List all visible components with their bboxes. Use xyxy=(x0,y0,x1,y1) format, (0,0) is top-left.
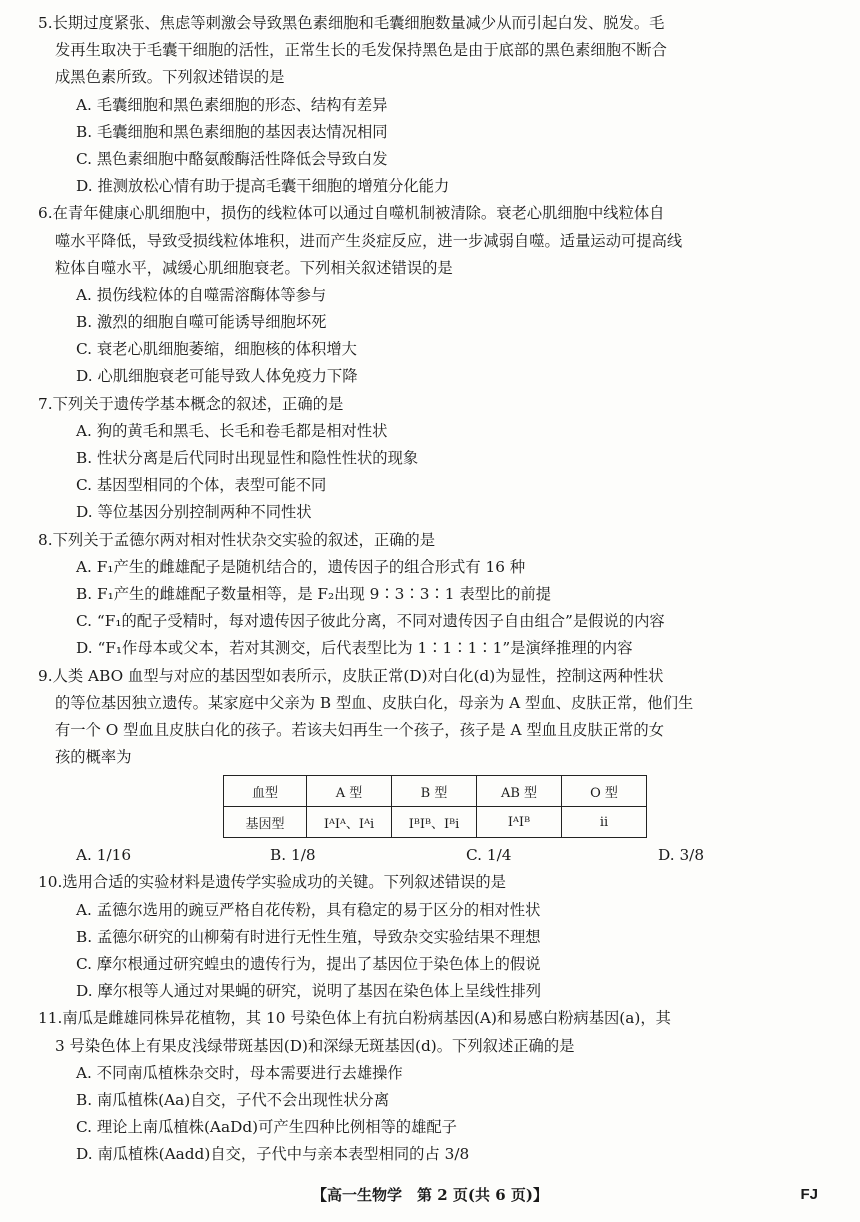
answer-option: A. 损伤线粒体的自噬需溶酶体等参与 xyxy=(76,285,327,304)
table-cell: B 型 xyxy=(392,776,477,807)
answer-option: C. “F₁的配子受精时，每对遗传因子彼此分离，不同对遗传因子自由组合”是假说的内容 xyxy=(76,612,665,631)
answer-option: B. 性状分离是后代同时出现显性和隐性性状的现象 xyxy=(76,449,419,467)
answer-option: D. 南瓜植株(Aadd)自交，子代中与亲本表型相同的占 3/8 xyxy=(76,1145,470,1164)
answer-option: C. 摩尔根通过研究蝗虫的遗传行为，提出了基因位于染色体上的假说 xyxy=(76,955,541,973)
question-list xyxy=(38,10,838,1169)
question-8 xyxy=(38,527,838,663)
stem-line: 9.人类 ABO 血型与对应的基因型如表所示，皮肤正常(D)对白化(d)为显性，控制这两种性状 xyxy=(38,666,664,685)
blood-type-table xyxy=(223,775,647,838)
table-cell: ii xyxy=(562,807,647,838)
question-stem xyxy=(38,200,838,282)
table-cell: 基因型 xyxy=(224,807,307,838)
answer-option: A. 狗的黄毛和黑毛、长毛和卷毛都是相对性状 xyxy=(76,421,388,440)
table-row xyxy=(224,807,647,838)
stem-line: 有一个 O 型血且皮肤白化的孩子。若该夫妇再生一个孩子，孩子是 A 型血且皮肤正常的女 xyxy=(55,720,665,739)
stem-line: 11.南瓜是雌雄同株异花植物，其 10 号染色体上有抗白粉病基因(A)和易感白粉病基因(a)，其 xyxy=(38,1009,671,1028)
page-footer xyxy=(0,1182,860,1208)
table-cell: AB 型 xyxy=(477,776,562,807)
stem-line: 7.下列关于遗传学基本概念的叙述，正确的是 xyxy=(38,394,344,413)
stem-line: 10.选用合适的实验材料是遗传学实验成功的关键。下列叙述错误的是 xyxy=(38,873,506,892)
stem-line: 6.在青年健康心肌细胞中，损伤的线粒体可以通过自噬机制被清除。衰老心肌细胞中线粒体自 xyxy=(38,204,665,223)
question-stem xyxy=(38,663,838,772)
answer-option: D. 摩尔根等人通过对果蝇的研究，说明了基因在染色体上呈线性排列 xyxy=(76,982,542,1001)
answer-option: A. 孟德尔选用的豌豆严格自花传粉，具有稳定的易于区分的相对性状 xyxy=(76,900,541,919)
table-header-row xyxy=(224,776,647,807)
answer-option: D. “F₁作母本或父本，若对其测交，后代表型比为 1∶1∶1∶1”是演绎推理的内容 xyxy=(76,639,633,658)
answer-option: A. F₁产生的雌雄配子是随机结合的，遗传因子的组合形式有 16 种 xyxy=(76,557,526,576)
answer-option: B. F₁产生的雌雄配子数量相等，是 F₂出现 9∶3∶3∶1 表型比的前提 xyxy=(76,584,552,603)
question-9 xyxy=(38,663,838,870)
question-6 xyxy=(38,200,838,390)
footer-page-info: 【高一生物学 第 2 页(共 6 页)】 xyxy=(312,1186,548,1204)
answer-option: B. 激烈的细胞自噬可能诱导细胞坏死 xyxy=(76,313,327,332)
answer-option: C. 衰老心肌细胞萎缩，细胞核的体积增大 xyxy=(76,340,357,359)
footer-code: FJ xyxy=(800,1186,818,1203)
answer-option: D. 推测放松心情有助于提高毛囊干细胞的增殖分化能力 xyxy=(76,177,450,196)
answer-option: B. 孟德尔研究的山柳菊有时进行无性生殖，导致杂交实验结果不理想 xyxy=(76,927,541,946)
table-cell: A 型 xyxy=(307,776,392,807)
answer-option: B. 南瓜植株(Aa)自交，子代不会出现性状分离 xyxy=(76,1090,390,1109)
answer-option: B. 毛囊细胞和黑色素细胞的基因表达情况相同 xyxy=(76,122,388,141)
question-5 xyxy=(38,10,838,200)
answer-option: C. 理论上南瓜植株(AaDd)可产生四种比例相等的雄配子 xyxy=(76,1118,457,1137)
answer-choices xyxy=(38,842,838,869)
stem-line: 发再生取决于毛囊干细胞的活性，正常生长的毛发保持黑色是由于底部的黑色素细胞不断合 xyxy=(55,41,667,60)
question-10 xyxy=(38,869,838,1005)
question-stem xyxy=(38,527,838,554)
table-cell: IᴬIᴮ xyxy=(477,807,562,838)
question-stem xyxy=(38,1005,838,1059)
question-stem xyxy=(38,391,838,418)
answer-option: D. 心肌细胞衰老可能导致人体免疫力下降 xyxy=(76,367,358,386)
stem-line: 成黑色素所致。下列叙述错误的是 xyxy=(55,68,285,87)
answer-choice: C. 1/4 xyxy=(466,846,512,865)
stem-line: 的等位基因独立遗传。某家庭中父亲为 B 型血、皮肤白化，母亲为 A 型血、皮肤正常，他们生 xyxy=(55,693,694,712)
answer-option: A. 毛囊细胞和黑色素细胞的形态、结构有差异 xyxy=(76,95,388,114)
table-cell: O 型 xyxy=(562,776,647,807)
stem-line: 3 号染色体上有果皮浅绿带斑基因(D)和深绿无斑基因(d)。下列叙述正确的是 xyxy=(55,1036,575,1055)
stem-line: 5.长期过度紧张、焦虑等刺激会导致黑色素细胞和毛囊细胞数量减少从而引起白发、脱发。毛 xyxy=(38,14,665,32)
table-cell: 血型 xyxy=(224,776,307,807)
answer-choice: A. 1/16 xyxy=(76,846,132,865)
answer-option: A. 不同南瓜植株杂交时，母本需要进行去雄操作 xyxy=(76,1063,403,1082)
answer-option: C. 基因型相同的个体，表型可能不同 xyxy=(76,476,327,495)
stem-line: 噬水平降低，导致受损线粒体堆积，进而产生炎症反应，进一步减弱自噬。适量运动可提高线 xyxy=(55,231,683,250)
question-stem xyxy=(38,869,838,896)
table-cell: IᴮIᴮ、Iᴮi xyxy=(392,807,477,838)
question-7 xyxy=(38,391,838,527)
stem-line: 粒体自噬水平，减缓心肌细胞衰老。下列相关叙述错误的是 xyxy=(55,258,453,277)
answer-choice: D. 3/8 xyxy=(658,846,705,865)
answer-option: C. 黑色素细胞中酪氨酸酶活性降低会导致白发 xyxy=(76,149,388,168)
stem-line: 孩的概率为 xyxy=(55,748,132,767)
answer-option: D. 等位基因分别控制两种不同性状 xyxy=(76,503,312,522)
question-stem xyxy=(38,10,838,92)
question-11 xyxy=(38,1005,838,1168)
table-cell: IᴬIᴬ、Iᴬi xyxy=(307,807,392,838)
answer-choice: B. 1/8 xyxy=(270,846,316,865)
stem-line: 8.下列关于孟德尔两对相对性状杂交实验的叙述，正确的是 xyxy=(38,530,436,549)
